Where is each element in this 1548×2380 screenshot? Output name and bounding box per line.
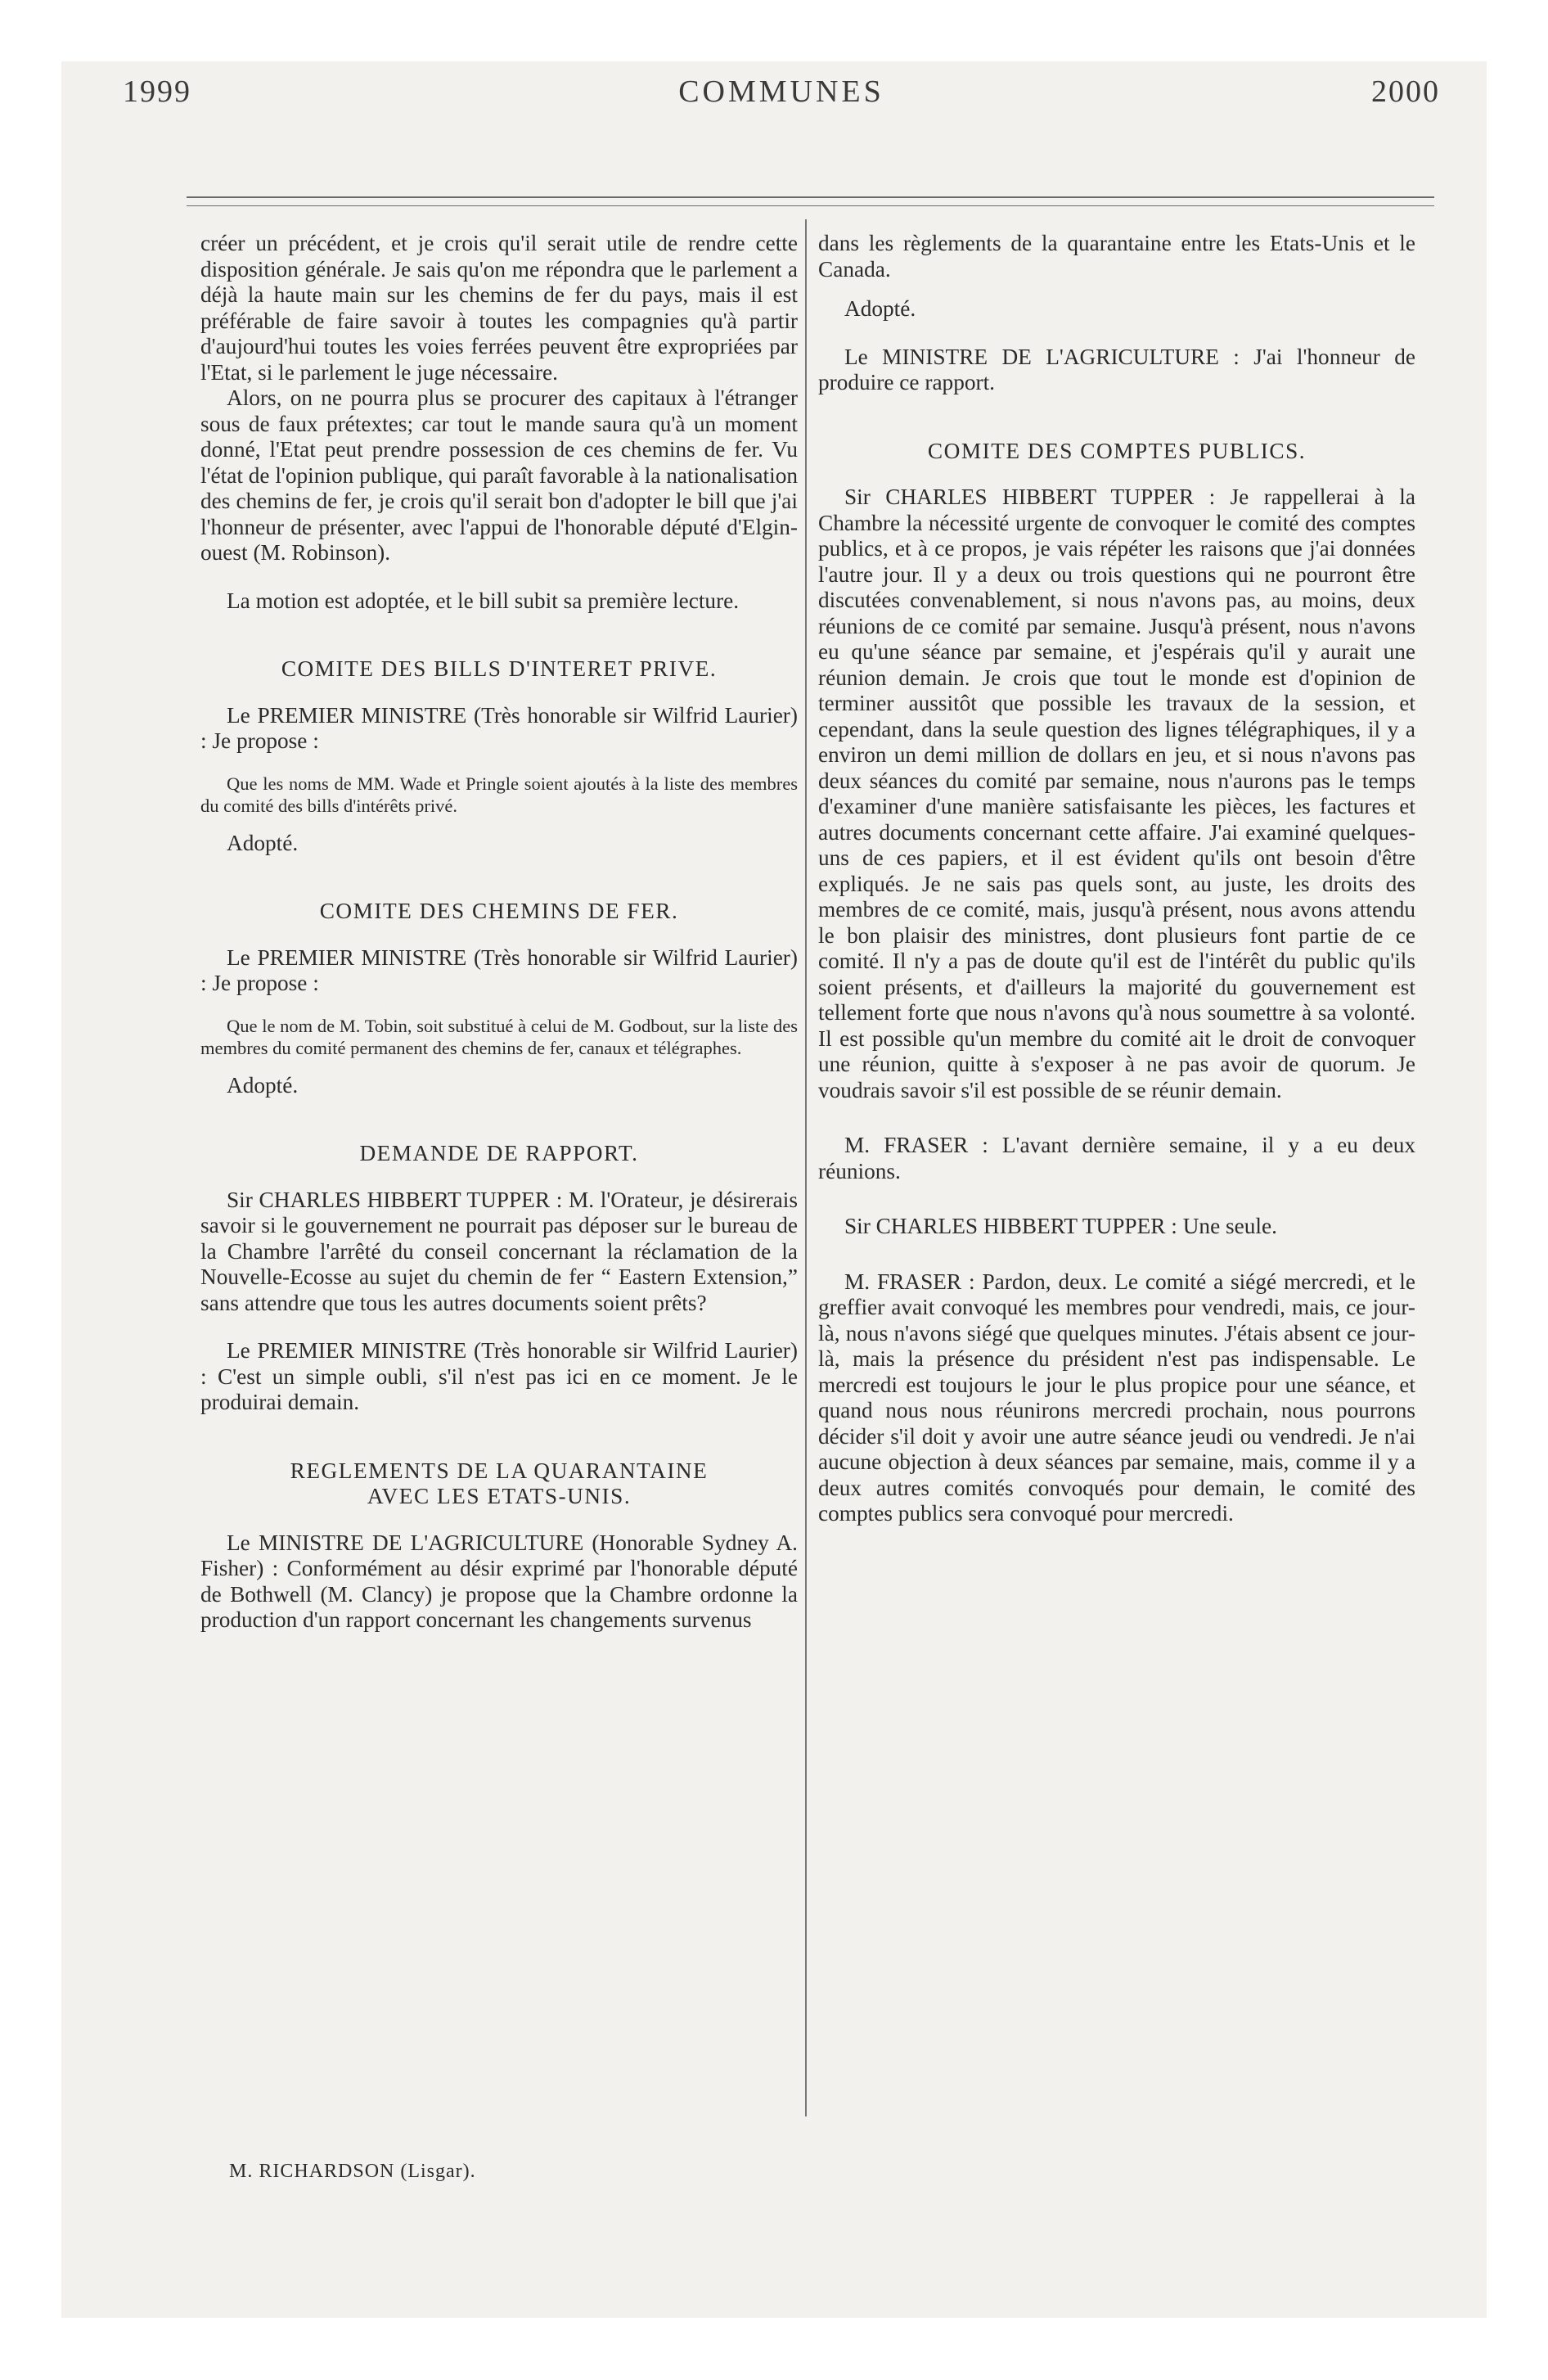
paragraph: Le PREMIER MINISTRE (Très honorable sir Wilfrid Laurier) : Je propose : <box>200 944 798 995</box>
page-footer: M. RICHARDSON (Lisgar). <box>229 2161 476 2182</box>
paragraph: Sir CHARLES HIBBERT TUPPER : M. l'Orateur, je désirerais savoir si le gouvernement ne pourrait pas déposer sur le bureau de la Chambre l'arrêté du conseil concernant la réclamation de la Nouvelle-Ecosse au sujet du chemin de fer “ Eastern Extension,” sans attendre que tous les autres documents soient prêts? <box>200 1187 798 1315</box>
right-column <box>818 231 1415 1527</box>
adopted-note: Adopté. <box>844 296 916 321</box>
paragraph: Le PREMIER MINISTRE (Très honorable sir Wilfrid Laurier) : Je propose : <box>200 702 798 753</box>
paragraph: dans les règlements de la quarantaine entre les Etats-Unis et le Canada. <box>818 231 1415 282</box>
header-rule <box>187 196 1434 198</box>
paragraph: Le PREMIER MINISTRE (Très honorable sir Wilfrid Laurier) : C'est un simple oubli, s'il n'est pas ici en ce moment. Je le produirai demain. <box>200 1338 798 1414</box>
paragraph: Alors, on ne pourra plus se procurer des capitaux à l'étranger sous de faux prétextes; car tout le mande saura qu'à un moment donné, l'Etat peut prendre possession de ces chemins de fer. Vu l'état de l'opinion publique, qui paraît favorable à la nationalisation des chemins de fer, je crois qu'il serait bon d'adopter le bill que j'ai l'honneur de présenter, avec l'appui de l'honorable député d'Elgin-ouest (M. Robinson). <box>200 385 798 565</box>
adopted-note: Adopté. <box>227 830 299 855</box>
left-column <box>200 231 798 1634</box>
running-title: COMMUNES <box>678 74 884 109</box>
page-number-right: 2000 <box>1371 74 1440 109</box>
column-divider <box>805 219 807 2116</box>
section-heading: COMITE DES BILLS D'INTERET PRIVE. <box>281 656 718 681</box>
paragraph: M. FRASER : Pardon, deux. Le comité a siégé mercredi, et le greffier avait convoqué les membres pour vendredi, mais, ce jour-là, nous n'avons siégé que quelques minutes. J'étais absent ce jour-là, mais la présence du président n'est pas indispensable. Le mercredi est toujours le jour le plus propice pour une séance, et quand nous nous réunirons mercredi prochain, nous pourrons décider s'il doit y avoir une autre séance jeudi ou vendredi. Je n'ai aucune objection à deux séances par semaine, mais, comme il y a deux autres comités convoqués pour demain, le comité des comptes publics sera convoqué pour mercredi. <box>818 1269 1415 1526</box>
paragraph: créer un précédent, et je crois qu'il serait utile de rendre cette disposition générale. Je sais qu'on me répondra que le parlement a déjà la haute main sur les chemins de fer du pays, mais il est préférable de faire savoir à toutes les compagnies qu'à partir d'aujourd'hui toutes les voies ferrées peuvent être expropriées par l'Etat, si le parlement le juge nécessaire. <box>200 231 798 385</box>
paragraph: M. FRASER : L'avant dernière semaine, il y a eu deux réunions. <box>818 1133 1415 1183</box>
section-heading: COMITE DES CHEMINS DE FER. <box>319 899 679 923</box>
section-heading-line2: AVEC LES ETATS-UNIS. <box>367 1484 632 1508</box>
paragraph: Le MINISTRE DE L'AGRICULTURE : J'ai l'honneur de produire ce rapport. <box>818 344 1415 394</box>
motion-text: Que le nom de M. Tobin, soit substitué à celui de M. Godbout, sur la liste des membres du comité permanent des chemins de fer, canaux et télégraphes. <box>200 1015 798 1058</box>
paragraph: Le MINISTRE DE L'AGRICULTURE (Honorable Sydney A. Fisher) : Conformément au désir exprimé par l'honorable député de Bothwell (M. Clancy) je propose que la Chambre ordonne la production d'un rapport concernant les changements survenus <box>200 1530 798 1632</box>
paragraph: Sir CHARLES HIBBERT TUPPER : Une seule. <box>844 1214 1277 1238</box>
section-heading: COMITE DES COMPTES PUBLICS. <box>927 438 1307 463</box>
section-heading: REGLEMENTS DE LA QUARANTAINE <box>290 1458 709 1483</box>
adopted-note: Adopté. <box>227 1072 299 1098</box>
header-rule-thin <box>187 205 1434 206</box>
section-heading: DEMANDE DE RAPPORT. <box>359 1141 639 1165</box>
page-number-left: 1999 <box>123 74 191 109</box>
paragraph: La motion est adoptée, et le bill subit sa première lecture. <box>227 588 740 613</box>
paragraph: Sir CHARLES HIBBERT TUPPER : Je rappellerai à la Chambre la nécessité urgente de convoquer le comité des comptes publics, et à ce propos, je vais répéter les raisons que j'ai données l'autre jour. Il y a deux ou trois questions qui ne pourront être discutées convenablement, si nous n'avons pas, au moins, deux réunions de ce comité par semaine. Jusqu'à présent, nous n'avons eu qu'une séance par semaine, et j'espérais qu'il y aurait une réunion demain. Je crois que tout le monde est d'opinion de terminer aussitôt que possible les travaux de la session, et cependant, dans la seule question des lignes télégraphiques, il y a environ un demi million de dollars en jeu, et si nous n'avons pas deux séances du comité par semaine, nous n'aurons pas le temps d'examiner d'une manière satisfaisante les pièces, les factures et autres documents concernant cette affaire. J'ai examiné quelques-uns de ces papiers, et il est évident qu'ils ont besoin d'être expliqués. Je ne sais pas quels sont, au juste, les droits des membres de ce comité, mais, jusqu'à présent, nous avons attendu le bon plaisir des ministres, dont plusieurs font partie de ce comité. Il n'y a pas de doute qu'il est de l'intérêt du public qu'ils soient présents, et d'ailleurs la majorité du gouvernement est tellement forte que nous n'avons qu'à nous soumettre à sa volonté. Il est possible qu'un membre du comité ait le droit de convoquer une réunion, quitte à s'exposer à ne pas avoir de quorum. Je voudrais savoir s'il est possible de se réunir demain. <box>818 485 1415 1102</box>
page-header <box>123 74 1440 123</box>
motion-text: Que les noms de MM. Wade et Pringle soient ajoutés à la liste des membres du comité des bills d'intérêts privé. <box>200 773 798 816</box>
